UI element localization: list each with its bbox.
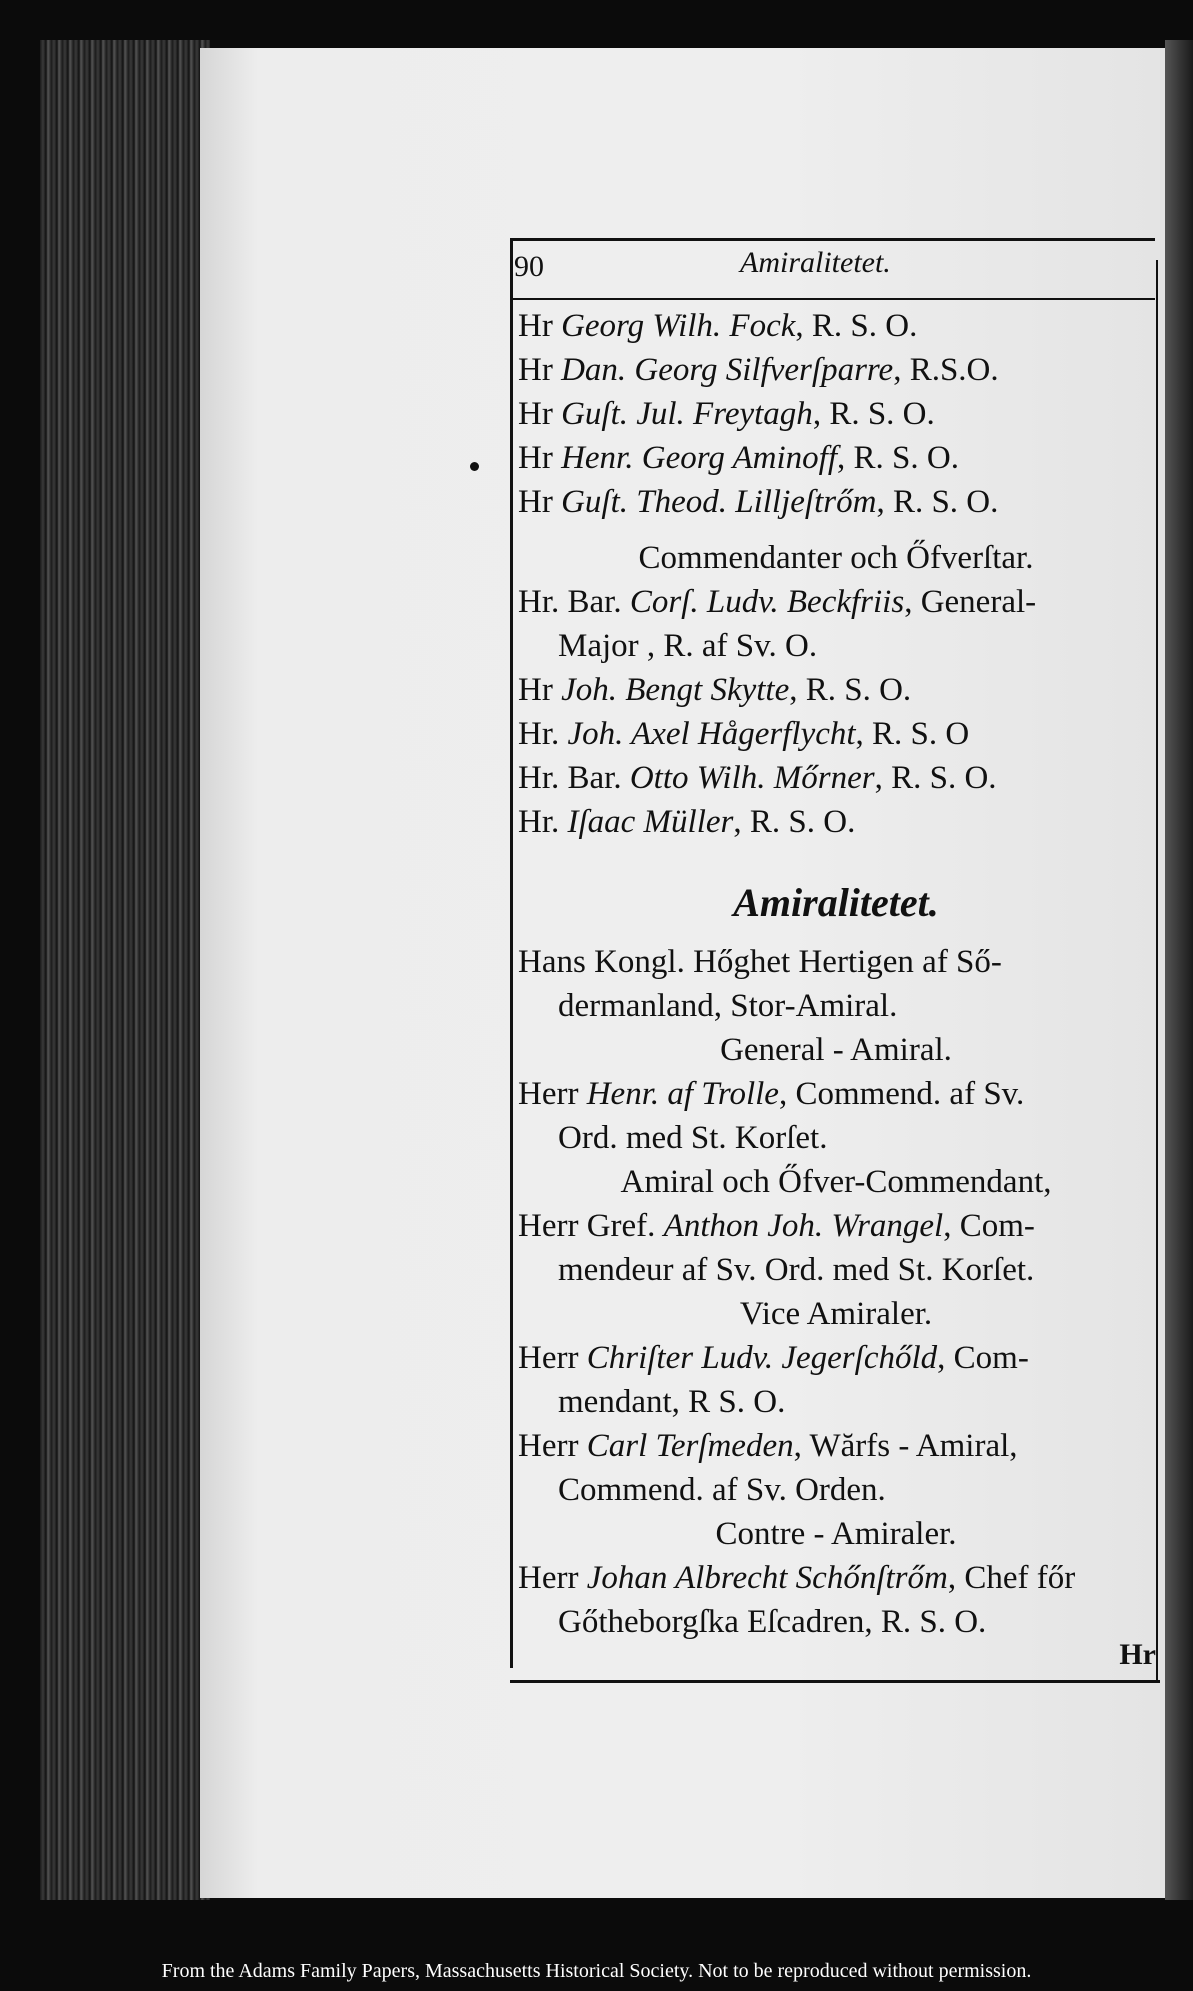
list-item: Hr Guſt. Theod. Lilljeſtrőm, R. S. O.: [518, 484, 999, 520]
subheading-vice-amiraler: Vice Amiraler.: [739, 1296, 933, 1332]
catchword: Hr: [1119, 1638, 1156, 1671]
ink-dot-mark: [470, 462, 479, 471]
bottom-rule: [510, 1680, 1160, 1683]
right-rule: [1156, 260, 1158, 1680]
list-item-continuation: dermanland, Stor-Amiral.: [558, 988, 898, 1024]
list-item: Hr Dan. Georg Silfverſparre, R.S.O.: [518, 352, 999, 388]
printed-text-block: [510, 238, 1160, 1683]
subheading-contre-amiraler: Contre - Amiraler.: [715, 1516, 957, 1552]
list-item: Hr Guſt. Jul. Freytagh, R. S. O.: [518, 396, 935, 432]
page-content: [518, 304, 1154, 1644]
page-right-edge: [1165, 40, 1193, 1900]
section-heading-commendanter: Commendanter och Őfverſtar.: [638, 540, 1034, 576]
list-item: Hr. Iſaac Müller, R. S. O.: [518, 804, 856, 840]
list-item: Hr. Bar. Otto Wilh. Mőrner, R. S. O.: [518, 760, 997, 796]
book-spine-edges: [40, 40, 210, 1900]
list-item: Herr Chriſter Ludv. Jegerſchőld, Com-: [518, 1340, 1029, 1376]
left-rule: [510, 238, 513, 1668]
list-item: Herr Johan Albrecht Schőnſtrőm, Chef főr: [518, 1560, 1076, 1596]
list-item-continuation: Major , R. af Sv. O.: [558, 628, 818, 664]
subheading-general-amiral: General - Amiral.: [720, 1032, 952, 1068]
list-item-continuation: Ord. med St. Korſet.: [558, 1120, 828, 1156]
copyright-footer: From the Adams Family Papers, Massachusetts Historical Society. Not to be reproduced without permission.: [161, 1960, 1032, 1982]
list-item-continuation: mendeur af Sv. Ord. med St. Korſet.: [558, 1252, 1035, 1288]
list-item: Herr Gref. Anthon Joh. Wrangel, Com-: [518, 1208, 1035, 1244]
list-item-continuation: mendant, R S. O.: [558, 1384, 786, 1420]
list-item-continuation: Commend. af Sv. Orden.: [558, 1472, 886, 1508]
list-item: Herr Henr. af Trolle, Commend. af Sv.: [518, 1076, 1025, 1112]
list-item: Hans Kongl. Hőghet Hertigen af Ső-: [518, 944, 1002, 980]
section-heading-amiralitetet: Amiralitetet.: [733, 880, 939, 925]
top-rule: [510, 238, 1155, 241]
list-item-continuation: Gőtheborgſka Eſcadren, R. S. O.: [558, 1604, 987, 1640]
list-item: Hr Joh. Bengt Skytte, R. S. O.: [518, 672, 912, 708]
list-item: Herr Carl Terſmeden, Wărfs - Amiral,: [518, 1428, 1018, 1464]
header-rule: [510, 298, 1155, 300]
list-item: Hr Henr. Georg Aminoff, R. S. O.: [518, 440, 959, 476]
list-item: Hr. Joh. Axel Hågerflycht, R. S. O: [518, 716, 970, 752]
list-item: Hr Georg Wilh. Fock, R. S. O.: [518, 308, 918, 344]
running-head: Amiralitetet.: [740, 246, 891, 279]
list-item: Hr. Bar. Corſ. Ludv. Beckfriis, General-: [518, 584, 1037, 620]
subheading-amiral: Amiral och Őfver-Commendant,: [620, 1164, 1052, 1200]
page-number: 90: [514, 250, 544, 283]
